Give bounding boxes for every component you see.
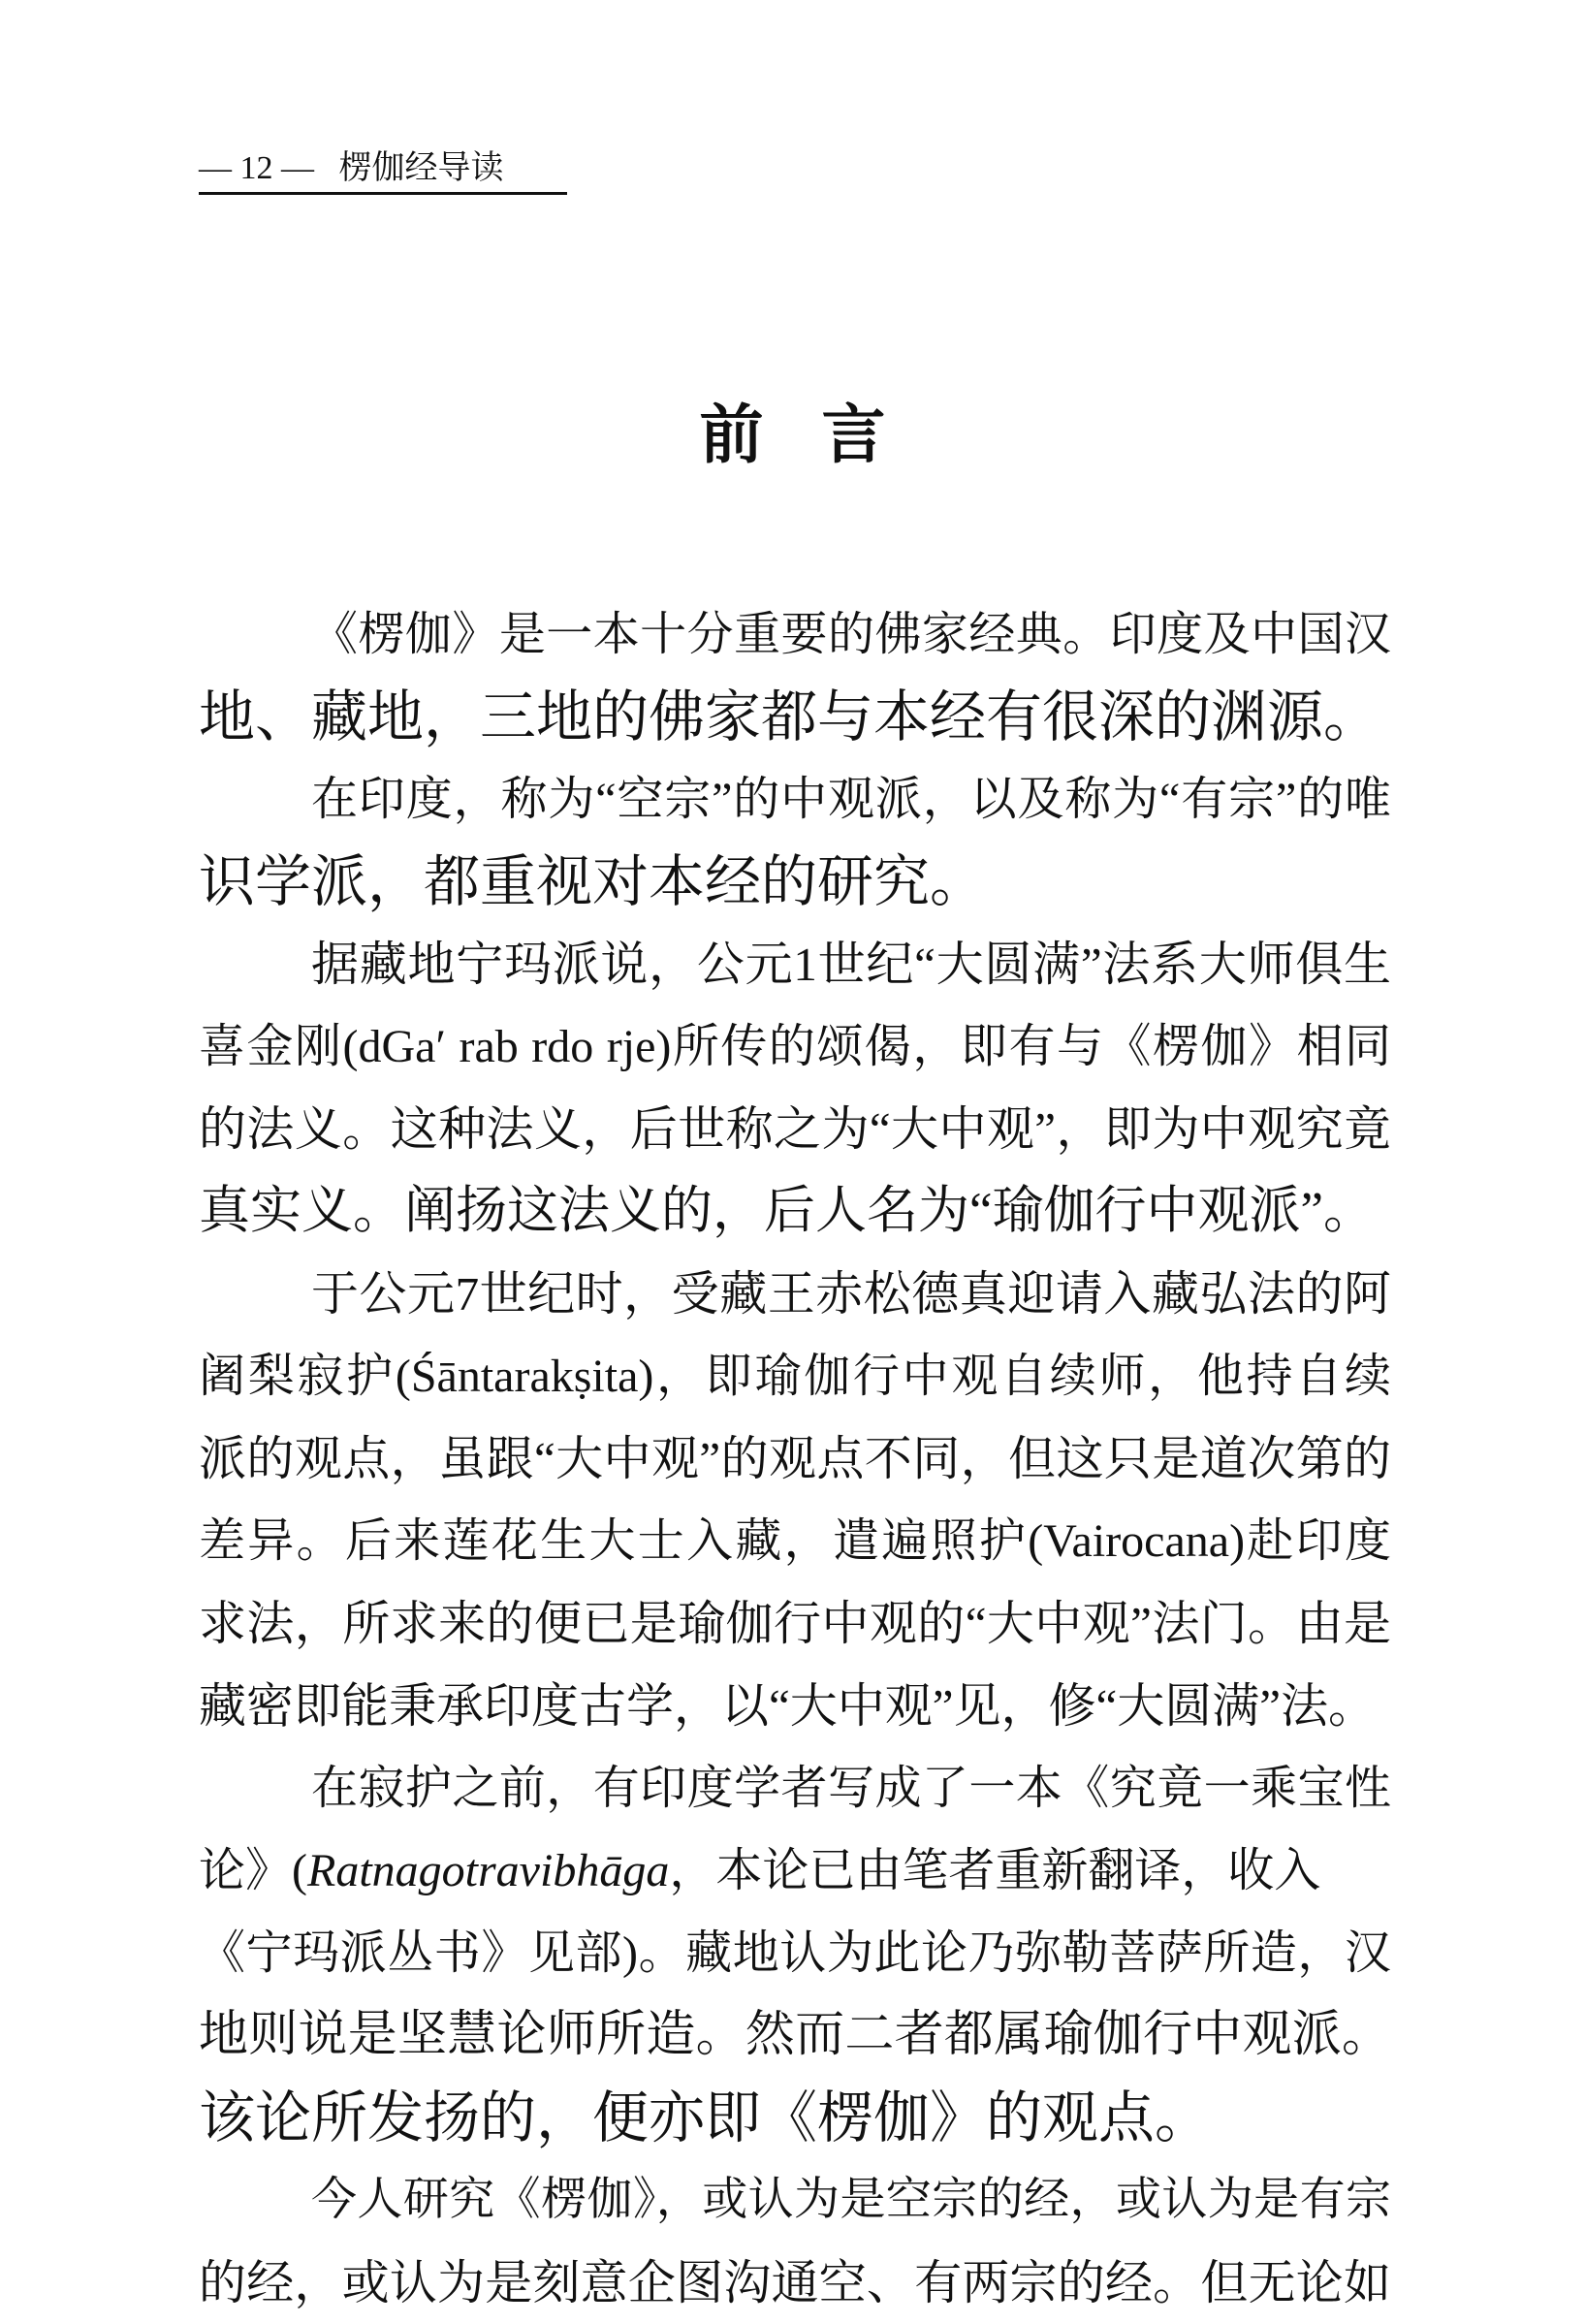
text-line: 《楞伽》是一本十分重要的佛家经典。印度及中国汉 [311, 609, 1391, 660]
text-line: 真实义。阐扬这法义的，后人名为“瑜伽行中观派”。 [199, 1183, 1376, 1239]
body-text [199, 593, 1391, 2324]
text-line: 识学派，都重视对本经的研究。 [199, 850, 987, 913]
text-line: 于公元7世纪时，受藏王赤松德真迎请入藏弘法的阿 [311, 1267, 1391, 1321]
chapter-title: 前言 [699, 400, 944, 471]
text-line: 《宁玛派丛书》见部)。藏地认为此论乃弥勒菩萨所造，汉 [199, 1927, 1391, 1979]
text-line: 地则说是坚慧论师所造。然而二者都属瑜伽行中观派。 [199, 2008, 1391, 2062]
book-title: 楞伽经导读 [338, 150, 504, 186]
text-line: 藏密即能秉承印度古学，以“大中观”见，修“大圆满”法。 [199, 1679, 1376, 1733]
text-line: 的法义。这种法义，后世称之为“大中观”，即为中观究竟 [199, 1102, 1391, 1156]
text-span: 论》( [199, 1845, 307, 1896]
text-line: 今人研究《楞伽》，或认为是空宗的经，或认为是有宗 [311, 2175, 1391, 2225]
text-line: 该论所发扬的，便亦即《楞伽》的观点。 [199, 2086, 1212, 2149]
text-line: 阇梨寂护(Śāntarakṣita)，即瑜伽行中观自续师，他持自续 [199, 1351, 1391, 1402]
text-line: 求法，所求来的便已是瑜伽行中观的“大中观”法门。由是 [199, 1597, 1391, 1650]
text-line: 差异。后来莲花生大士入藏，遣遍照护(Vairocana)赴印度 [199, 1515, 1391, 1567]
sanskrit-title: Ratnagotravibhāga [307, 1845, 670, 1896]
text-line: 派的观点，虽跟“大中观”的观点不同，但这只是道次第的 [199, 1432, 1391, 1485]
text-line [199, 1830, 1391, 1912]
text-line: 在印度，称为“空宗”的中观派，以及称为“有宗”的唯 [311, 774, 1391, 825]
text-span: ，本论已由笔者重新翻译，收入 [669, 1845, 1321, 1896]
text-line: 的经，或认为是刻意企图沟通空、有两宗的经。但无论如 [199, 2256, 1391, 2309]
running-header [199, 145, 567, 195]
text-line: 喜金刚(dGa′ rab rdo rje)所传的颂偈，即有与《楞伽》相同 [199, 1021, 1391, 1072]
text-line: 地、藏地，三地的佛家都与本经有很深的渊源。 [199, 685, 1380, 748]
page-number: — 12 — [199, 150, 314, 186]
text-line: 据藏地宁玛派说，公元1世纪“大圆满”法系大师俱生 [311, 938, 1391, 991]
text-line: 在寂护之前，有印度学者写成了一本《究竟一乘宝性 [311, 1763, 1391, 1814]
